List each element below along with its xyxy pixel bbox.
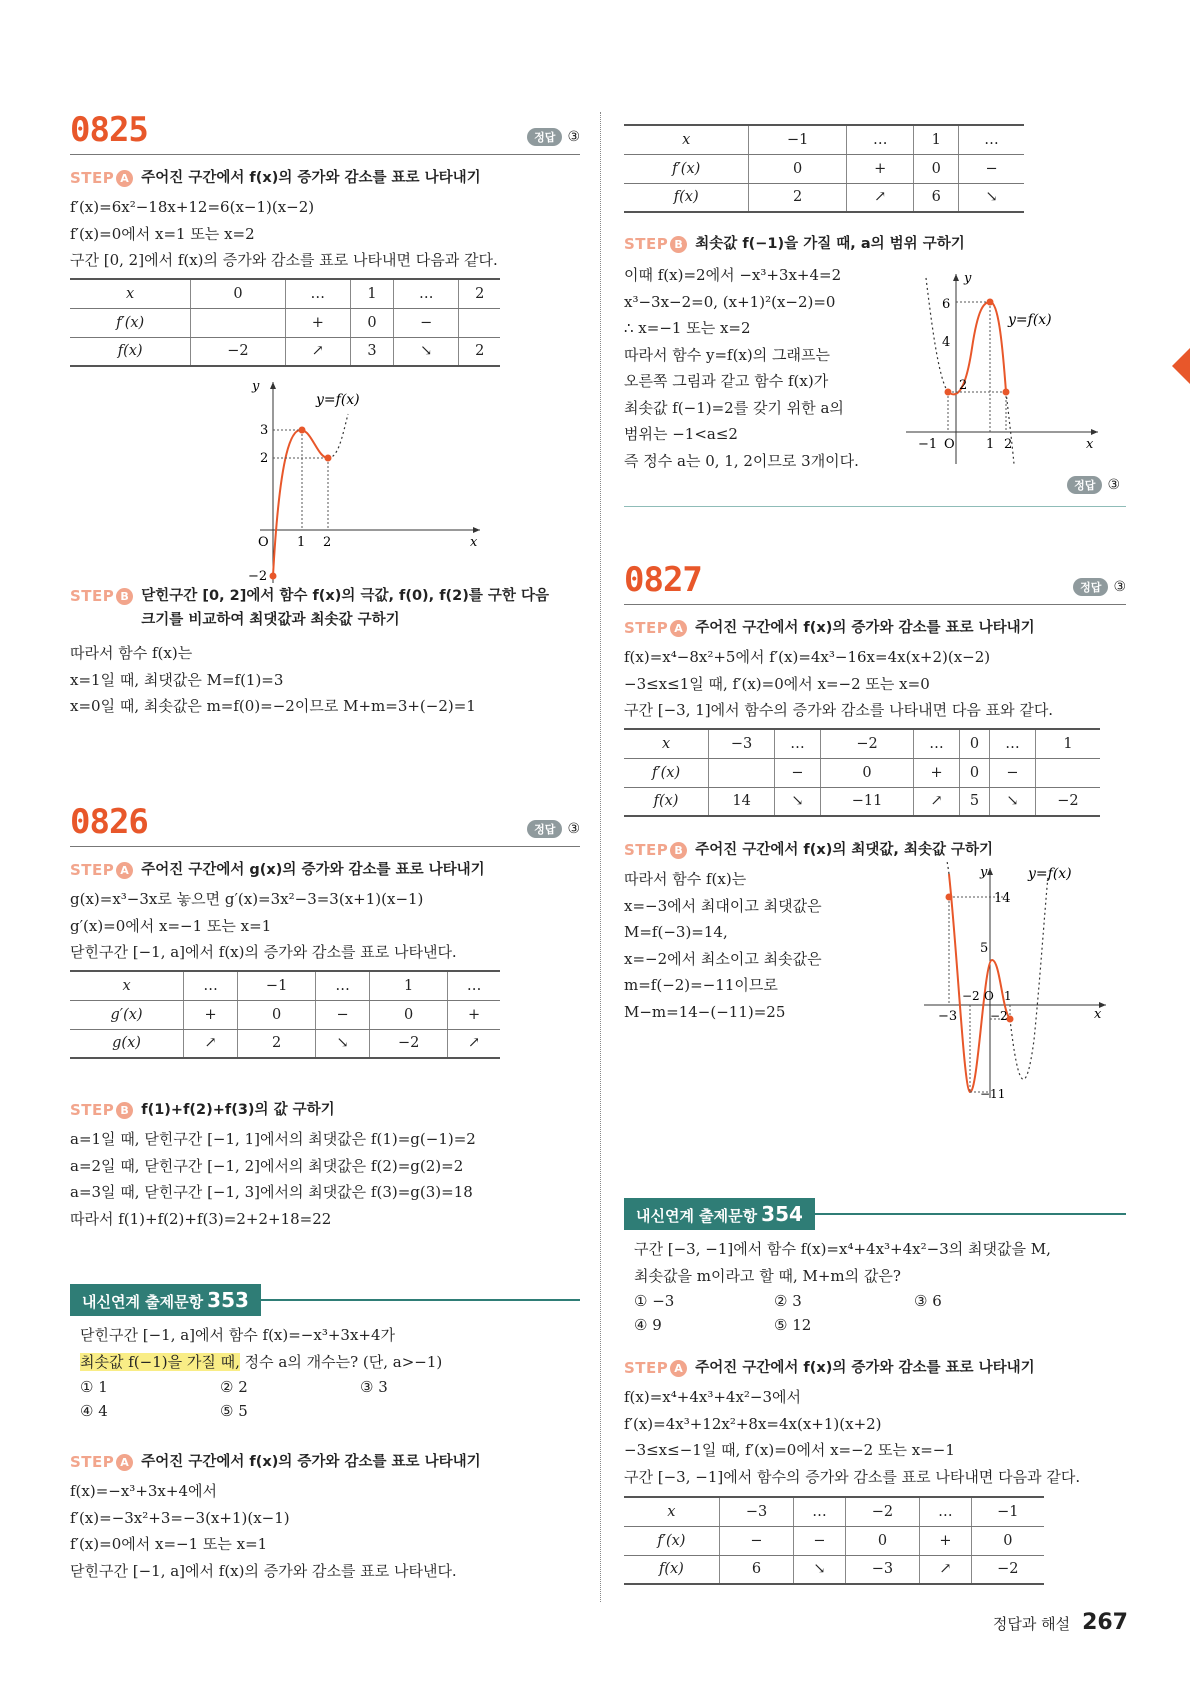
step-letter: A xyxy=(116,862,133,879)
step-a xyxy=(70,1450,481,1474)
line: x=1일 때, 최댓값은 M=f(1)=3 xyxy=(70,670,284,689)
step-a xyxy=(624,616,1035,640)
step-title: 최솟값 f(−1)을 가질 때, a의 범위 구하기 xyxy=(695,236,965,252)
line: 구간 [0, 2]에서 f(x)의 증가와 감소를 표로 나타내면 다음과 같다. xyxy=(70,251,498,269)
table-cell: 0 xyxy=(971,1526,1044,1555)
table-cell: ↗ xyxy=(285,337,350,366)
graph-label: O xyxy=(258,535,269,550)
option[interactable]: ⑤ 12 xyxy=(774,1316,812,1334)
column-divider xyxy=(600,112,601,1602)
table-cell: 3 xyxy=(350,337,393,366)
table-cell: f′(x) xyxy=(624,1526,719,1555)
table-cell: f(x) xyxy=(624,787,709,816)
line: g(x)=x³−3x로 놓으면 g′(x)=3x²−3=3(x+1)(x−1) xyxy=(70,890,424,908)
table-cell: 1 xyxy=(914,125,959,154)
line: 따라서 함수 y=f(x)의 그래프는 xyxy=(624,345,830,364)
solution-lines xyxy=(624,866,822,1025)
variation-table xyxy=(70,970,500,1059)
line: M−m=14−(−11)=25 xyxy=(624,1002,786,1021)
table-cell: 0 xyxy=(350,308,393,337)
line: 닫힌구간 [−1, a]에서 f(x)의 증가와 감소를 표로 나타낸다. xyxy=(70,1561,457,1580)
options xyxy=(80,1375,580,1423)
graph-label: 1 xyxy=(1004,989,1012,1003)
table-cell: 6 xyxy=(914,183,959,212)
graph-label: −1 xyxy=(918,437,938,452)
graph-label: −2 xyxy=(248,569,268,584)
table-cell: … xyxy=(794,1497,846,1526)
answer xyxy=(527,820,580,838)
answer-badge: 정답 xyxy=(1067,476,1102,494)
variation-table-354 xyxy=(624,1496,1044,1585)
table-cell: f′(x) xyxy=(70,308,191,337)
answer-value: ③ xyxy=(567,129,580,145)
table-cell: −2 xyxy=(820,729,913,758)
graph-label: O xyxy=(984,989,994,1003)
table-cell: … xyxy=(920,1497,972,1526)
question-line: 구간 [−3, −1]에서 함수 f(x)=x⁴+4x³+4x²−3의 최댓값을 M, xyxy=(634,1240,1051,1258)
divider-line xyxy=(624,604,1126,605)
table-cell: 0 xyxy=(914,154,959,183)
table-cell: ↗ xyxy=(846,183,914,212)
step-tag: STEP xyxy=(624,235,669,253)
graph-label: x xyxy=(1094,1007,1102,1022)
problem-number: 0827 xyxy=(624,560,702,600)
table-cell: f′(x) xyxy=(624,154,749,183)
line: 구간 [−3, −1]에서 함수의 증가와 감소를 표로 나타내면 다음과 같다. xyxy=(624,1467,1081,1486)
graph-label: 353 xyxy=(207,1288,249,1312)
line: 오른쪽 그림과 같고 함수 f(x)가 xyxy=(624,372,829,390)
table-cell: f(x) xyxy=(624,1555,719,1584)
solution-lines xyxy=(70,886,457,966)
table-cell: … xyxy=(990,729,1036,758)
line: −3≤x≤−1일 때, f′(x)=0에서 x=−2 또는 x=−1 xyxy=(624,1441,955,1459)
table-cell: … xyxy=(448,971,500,1000)
table-cell: 0 xyxy=(370,1000,448,1029)
step-tag: STEP xyxy=(624,619,669,637)
table-cell: − xyxy=(990,758,1036,787)
table-cell: ↗ xyxy=(184,1029,238,1058)
step-title: 주어진 구간에서 f(x)의 증가와 감소를 표로 나타내기 xyxy=(695,620,1035,636)
answer xyxy=(1073,578,1126,596)
table-cell: 0 xyxy=(238,1000,316,1029)
graph-label: O xyxy=(944,437,955,452)
table-cell xyxy=(1035,758,1100,787)
table-cell: + xyxy=(846,154,914,183)
table-cell: 14 xyxy=(709,787,775,816)
step-a xyxy=(70,166,481,190)
answer-value: ③ xyxy=(567,821,580,837)
line: f′(x)=−3x²+3=−3(x+1)(x−1) xyxy=(70,1508,290,1527)
graph-label: y=f(x) xyxy=(316,392,360,408)
graph-label: 1 xyxy=(986,437,995,452)
variation-table xyxy=(70,278,500,367)
naesin-353-header xyxy=(70,1284,580,1316)
step-b xyxy=(70,584,550,632)
option[interactable]: ⑤ 5 xyxy=(220,1402,248,1420)
step-title: 주어진 구간에서 f(x)의 증가와 감소를 표로 나타내기 xyxy=(141,1454,481,1470)
table-cell: x xyxy=(70,279,191,308)
table-cell: g′(x) xyxy=(70,1000,184,1029)
line: 이때 f(x)=2에서 −x³+3x+4=2 xyxy=(624,266,842,284)
table-cell xyxy=(459,308,500,337)
question-line: 닫힌구간 [−1, a]에서 함수 f(x)=−x³+3x+4가 xyxy=(80,1326,396,1344)
table-cell: − xyxy=(316,1000,370,1029)
table-cell: −2 xyxy=(370,1029,448,1058)
table-cell: −3 xyxy=(845,1555,919,1584)
table-cell: 0 xyxy=(845,1526,919,1555)
step-b xyxy=(624,232,965,256)
graph-label: y xyxy=(964,271,972,286)
table-cell: … xyxy=(316,971,370,1000)
table-cell: 0 xyxy=(959,758,989,787)
answer-badge: 정답 xyxy=(1073,578,1108,596)
table-cell: … xyxy=(846,125,914,154)
problem-0825 xyxy=(70,110,580,715)
graph-label: −2 xyxy=(990,1009,1008,1023)
table-cell: −1 xyxy=(971,1497,1044,1526)
table-cell: … xyxy=(914,729,960,758)
line: f′(x)=6x²−18x+12=6(x−1)(x−2) xyxy=(70,198,315,216)
footer-label: 정답과 해설 xyxy=(992,1615,1071,1633)
line: 범위는 −1<a≤2 xyxy=(624,425,738,443)
option[interactable]: ③ 3 xyxy=(360,1378,388,1396)
solution-lines xyxy=(70,1478,457,1584)
table-cell: x xyxy=(624,125,749,154)
answer-value: ③ xyxy=(1113,579,1126,595)
table-cell: 2 xyxy=(238,1029,316,1058)
variation-table-353 xyxy=(624,124,1024,213)
line: ∴ x=−1 또는 x=2 xyxy=(624,319,751,337)
graph-353 xyxy=(906,268,1106,468)
naesin-label xyxy=(70,1284,261,1316)
table-cell: + xyxy=(448,1000,500,1029)
step-tag: STEP xyxy=(70,169,115,187)
graph-label: x xyxy=(1086,437,1094,452)
answer-badge: 정답 xyxy=(527,128,562,146)
graph-label: 내신연계 출제문항 xyxy=(82,1293,204,1311)
solution-lines xyxy=(624,1384,1080,1490)
table-cell: ↘ xyxy=(990,787,1036,816)
table-cell: … xyxy=(184,971,238,1000)
line: x=0일 때, 최솟값은 m=f(0)=−2이므로 M+m=3+(−2)=1 xyxy=(70,697,476,715)
graph-label: 내신연계 출제문항 xyxy=(636,1207,758,1225)
problem-number: 0826 xyxy=(70,802,148,842)
option[interactable]: ③ 6 xyxy=(914,1292,942,1310)
table-cell: … xyxy=(775,729,821,758)
graph-label: 14 xyxy=(994,891,1011,906)
step-letter: B xyxy=(670,842,687,859)
table-cell: −3 xyxy=(709,729,775,758)
naesin-353 xyxy=(70,1322,580,1423)
line: f′(x)=0에서 x=1 또는 x=2 xyxy=(70,224,255,243)
table-cell: + xyxy=(184,1000,238,1029)
graph-label: y xyxy=(252,379,260,394)
table-cell: 1 xyxy=(1035,729,1100,758)
table-cell: 6 xyxy=(719,1555,793,1584)
graph-label: 정수 a의 개수는? (단, a>−1) xyxy=(239,1352,443,1371)
line: M=f(−3)=14, xyxy=(624,923,728,941)
step-b xyxy=(70,1098,335,1122)
step-letter: B xyxy=(116,588,133,605)
table-cell: 5 xyxy=(959,787,989,816)
step-title: 주어진 구간에서 f(x)의 증가와 감소를 표로 나타내기 xyxy=(141,170,481,186)
table-cell: ↘ xyxy=(775,787,821,816)
graph-label: 2 xyxy=(260,451,269,466)
graph-label: y=f(x) xyxy=(1008,312,1052,328)
step-tag: STEP xyxy=(70,861,115,879)
table-cell: 2 xyxy=(749,183,847,212)
table-cell: 0 xyxy=(749,154,847,183)
table-cell: … xyxy=(394,279,459,308)
option[interactable]: ④ 4 xyxy=(80,1402,108,1420)
table-cell: ↗ xyxy=(914,787,960,816)
table-cell: −2 xyxy=(1035,787,1100,816)
answer-badge: 정답 xyxy=(527,820,562,838)
line: 즉 정수 a는 0, 1, 2이므로 3개이다. xyxy=(624,451,859,470)
step-title: f(1)+f(2)+f(3)의 값 구하기 xyxy=(141,1102,335,1118)
options xyxy=(634,1289,1126,1337)
step-letter: A xyxy=(116,1454,133,1471)
graph-label: 2 xyxy=(959,378,968,393)
option[interactable]: ② 3 xyxy=(774,1292,802,1310)
line: a=1일 때, 닫힌구간 [−1, 1]에서의 최댓값은 f(1)=g(−1)=2 xyxy=(70,1130,476,1148)
page-footer xyxy=(993,1610,1128,1635)
step-letter: B xyxy=(670,236,687,253)
step-letter: A xyxy=(116,170,133,187)
step-a xyxy=(624,1356,1035,1380)
table-cell: −2 xyxy=(845,1497,919,1526)
line: x=−3에서 최대이고 최댓값은 xyxy=(624,896,822,915)
table-cell: ↘ xyxy=(959,183,1024,212)
table-cell: − xyxy=(959,154,1024,183)
line: 구간 [−3, 1]에서 함수의 증가와 감소를 나타내면 다음 표와 같다. xyxy=(624,701,1054,719)
graph-label: 4 xyxy=(942,335,951,350)
solution-lines xyxy=(70,640,476,720)
naesin-label xyxy=(624,1198,815,1230)
line: a=2일 때, 닫힌구간 [−1, 2]에서의 최댓값은 f(2)=g(2)=2 xyxy=(70,1156,464,1175)
table-cell: x xyxy=(70,971,184,1000)
step-title: 주어진 구간에서 f(x)의 최댓값, 최솟값 구하기 xyxy=(695,842,994,858)
line: 최솟값 f(−1)=2를 갖기 위한 a의 xyxy=(624,398,844,417)
table-cell: − xyxy=(719,1526,793,1555)
naesin-354-header xyxy=(624,1198,1126,1230)
table-cell: ↘ xyxy=(316,1029,370,1058)
solution-lines xyxy=(70,1126,476,1232)
graph-label: 2 xyxy=(323,535,332,550)
step-letter: A xyxy=(670,620,687,637)
step-tag: STEP xyxy=(624,841,669,859)
step-title: 닫힌구간 [0, 2]에서 함수 f(x)의 극값, f(0), f(2)를 구한 다음 크기를 비교하여 최댓값과 최솟값 구하기 xyxy=(141,588,549,628)
graph-label: y xyxy=(980,865,988,880)
divider-line xyxy=(624,506,1126,507)
table-cell: ↘ xyxy=(394,337,459,366)
table-cell: + xyxy=(285,308,350,337)
table-cell: −1 xyxy=(238,971,316,1000)
table-cell: ↗ xyxy=(920,1555,972,1584)
table-cell: − xyxy=(775,758,821,787)
step-letter: A xyxy=(670,1360,687,1377)
table-cell: 2 xyxy=(459,279,500,308)
table-cell: 2 xyxy=(459,337,500,366)
line: 닫힌구간 [−1, a]에서 f(x)의 증가와 감소를 표로 나타낸다. xyxy=(70,943,457,961)
page-number: 267 xyxy=(1082,1610,1128,1635)
graph-label: 3 xyxy=(260,423,269,438)
answer xyxy=(527,128,580,146)
step-tag: STEP xyxy=(70,587,115,605)
question-line xyxy=(80,1349,580,1376)
line: a=3일 때, 닫힌구간 [−1, 3]에서의 최댓값은 f(3)=g(3)=18 xyxy=(70,1183,473,1201)
table-cell: −2 xyxy=(191,337,285,366)
divider-line xyxy=(70,846,580,847)
graph-label: 5 xyxy=(980,941,989,956)
step-tag: STEP xyxy=(624,1359,669,1377)
graph-label: 6 xyxy=(942,297,951,312)
option[interactable]: ④ 9 xyxy=(634,1316,662,1334)
graph-label: 354 xyxy=(761,1202,803,1226)
table-cell xyxy=(709,758,775,787)
graph-label: 1 xyxy=(297,535,306,550)
table-cell: ↘ xyxy=(794,1555,846,1584)
table-cell: g(x) xyxy=(70,1029,184,1058)
table-cell: f(x) xyxy=(70,337,191,366)
table-cell: −3 xyxy=(719,1497,793,1526)
solution-lines xyxy=(624,262,859,474)
table-cell: 1 xyxy=(350,279,393,308)
table-cell: … xyxy=(959,125,1024,154)
line: x³−3x−2=0, (x+1)²(x−2)=0 xyxy=(624,292,836,311)
step-b xyxy=(624,838,993,862)
table-cell: f′(x) xyxy=(624,758,709,787)
table-cell: + xyxy=(914,758,960,787)
graph-label: y=f(x) xyxy=(1028,866,1072,882)
line: f(x)=x⁴+4x³+4x²−3에서 xyxy=(624,1388,802,1406)
step-title: 주어진 구간에서 f(x)의 증가와 감소를 표로 나타내기 xyxy=(695,1360,1035,1376)
line: f(x)=x⁴−8x²+5에서 f′(x)=4x³−16x=4x(x+2)(x−2) xyxy=(624,648,991,666)
option[interactable]: ① 1 xyxy=(80,1378,108,1396)
step-a xyxy=(70,858,485,882)
table-cell: ↗ xyxy=(448,1029,500,1058)
option[interactable]: ① −3 xyxy=(634,1292,675,1310)
table-cell: + xyxy=(920,1526,972,1555)
table-cell: −2 xyxy=(971,1555,1044,1584)
line: f′(x)=4x³+12x²+8x=4x(x+1)(x+2) xyxy=(624,1414,882,1433)
line: f(x)=−x³+3x+4에서 xyxy=(70,1482,217,1500)
divider-line xyxy=(70,154,580,155)
table-cell: 0 xyxy=(959,729,989,758)
step-tag: STEP xyxy=(70,1101,115,1119)
step-tag: STEP xyxy=(70,1453,115,1471)
question-line: 최솟값을 m이라고 할 때, M+m의 값은? xyxy=(634,1266,901,1285)
naesin-354 xyxy=(624,1236,1126,1337)
table-cell: − xyxy=(794,1526,846,1555)
table-cell: f(x) xyxy=(624,183,749,212)
table-cell: − xyxy=(394,308,459,337)
problem-0826 xyxy=(70,802,580,1228)
problem-number: 0825 xyxy=(70,110,148,150)
graph-label: −11 xyxy=(980,1087,1006,1100)
problem-0827 xyxy=(624,560,1126,1100)
table-cell: −1 xyxy=(749,125,847,154)
line: x=−2에서 최소이고 최솟값은 xyxy=(624,949,822,968)
graph-0825 xyxy=(240,378,490,588)
solution-lines xyxy=(624,644,1053,724)
option[interactable]: ② 2 xyxy=(220,1378,248,1396)
step-letter: B xyxy=(116,1102,133,1119)
line: g′(x)=0에서 x=−1 또는 x=1 xyxy=(70,916,272,935)
line: f′(x)=0에서 x=−1 또는 x=1 xyxy=(70,1535,268,1553)
table-cell xyxy=(191,308,285,337)
variation-table xyxy=(624,728,1100,817)
line: 따라서 함수 f(x)는 xyxy=(70,644,193,662)
highlight: 최솟값 f(−1)을 가질 때, xyxy=(80,1352,240,1371)
graph-label: −2 xyxy=(962,989,980,1003)
table-cell: … xyxy=(285,279,350,308)
line: 따라서 함수 f(x)는 xyxy=(624,870,747,888)
table-cell: 0 xyxy=(820,758,913,787)
step-title: 주어진 구간에서 g(x)의 증가와 감소를 표로 나타내기 xyxy=(141,862,485,878)
side-tab-marker xyxy=(1172,348,1190,384)
table-cell: 0 xyxy=(191,279,285,308)
graph-0827 xyxy=(924,860,1114,1100)
graph-label: 2 xyxy=(1004,437,1013,452)
solution-lines xyxy=(70,194,498,274)
line: m=f(−2)=−11이므로 xyxy=(624,976,778,994)
table-cell: x xyxy=(624,1497,719,1526)
answer-value: ③ xyxy=(1107,477,1120,493)
table-cell: 1 xyxy=(370,971,448,1000)
table-cell: −11 xyxy=(820,787,913,816)
table-cell: x xyxy=(624,729,709,758)
graph-label: −3 xyxy=(938,1009,958,1024)
answer xyxy=(1067,476,1120,494)
graph-label: x xyxy=(470,535,478,550)
line: −3≤x≤1일 때, f′(x)=0에서 x=−2 또는 x=0 xyxy=(624,674,930,693)
line: 따라서 f(1)+f(2)+f(3)=2+2+18=22 xyxy=(70,1209,332,1228)
